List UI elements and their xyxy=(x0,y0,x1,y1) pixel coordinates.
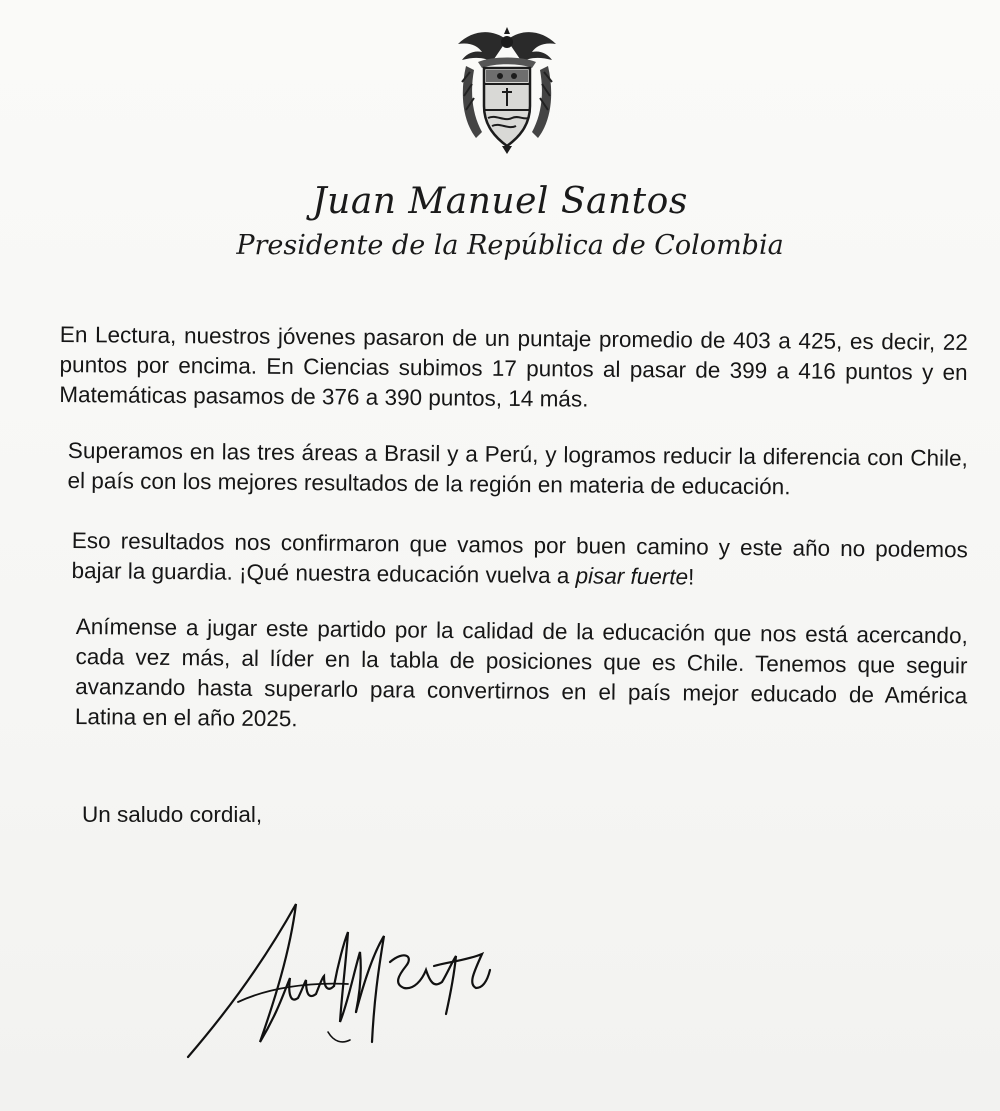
paragraph-comparison: Superamos en las tres áreas a Brasil y a Perú, y logramos reducir la diferencia con Chile, el país con los mejores resultados de la región en materia de educación. xyxy=(67,437,968,500)
sender-title: Presidente de la República de Colombia xyxy=(236,230,784,261)
paragraph-results: En Lectura, nuestros jóvenes pasaron de un puntaje promedio de 403 a 425, es decir, 22 puntos por encima. En Ciencias subimos 17 puntos al pasar de 399 a 416 puntos y en Matemáticas pasamos de 376 a 390 puntos, 14 más. xyxy=(59,321,968,412)
letter-body xyxy=(60,320,968,758)
paragraph-encouragement: Anímense a jugar este partido por la calidad de la educación que nos está acercando, cada vez más, al líder en la tabla de posiciones que es Chile. Tenemos que seguir avanzando hasta superarlo para convertirnos en el país mejor educado de América Latina en el año 2025. xyxy=(74,613,968,732)
handwritten-signature xyxy=(178,892,498,1067)
letterhead xyxy=(0,178,1000,266)
colombia-coat-of-arms-icon xyxy=(452,22,562,154)
sender-name: Juan Manuel Santos xyxy=(312,181,688,222)
closing-salutation: Un saludo cordial, xyxy=(82,802,263,827)
paragraph-confirmation xyxy=(71,526,968,595)
paragraph-confirmation-end: ! xyxy=(688,564,695,590)
paragraph-confirmation-text: Eso resultados nos confirmaron que vamos por buen camino y este año no podemos bajar la guardia. ¡Qué nuestra educación vuelva a xyxy=(71,527,968,589)
emphasis-text: pisar fuerte xyxy=(575,563,689,590)
